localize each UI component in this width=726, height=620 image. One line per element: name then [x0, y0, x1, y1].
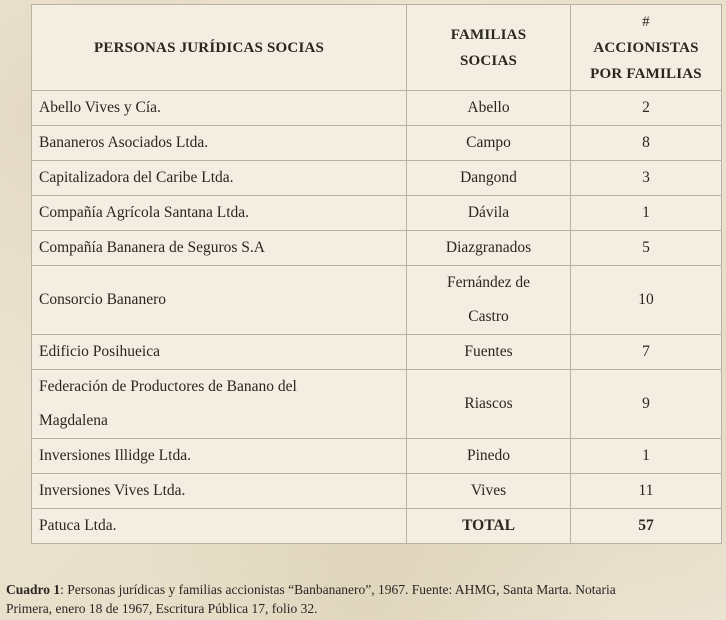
cell-familia: [407, 474, 571, 509]
cell-persona: [32, 509, 407, 544]
familia-line: Fuentes: [464, 343, 513, 360]
cell-count: 1: [571, 439, 722, 474]
cell-familia: [407, 91, 571, 126]
caption-text: : Personas jurídicas y familias accionistas “Banbananero”, 1967. Fuente: AHMG, Santa Marta. Notaria: [60, 582, 616, 597]
cell-persona: [32, 161, 407, 196]
table-row: [32, 439, 722, 474]
familia-line: Riascos: [464, 395, 513, 412]
cell-total-label: [407, 509, 571, 544]
cell-familia: [407, 126, 571, 161]
header-familias-line: SOCIAS: [459, 52, 518, 69]
table-row: [32, 266, 722, 335]
familia-line: Pinedo: [466, 447, 511, 464]
cell-count: 7: [571, 335, 722, 370]
accionistas-table: [31, 4, 722, 544]
cell-persona: [32, 196, 407, 231]
header-accionistas-line: #: [642, 13, 650, 30]
persona-line: Federación de Productores de Banano del: [39, 378, 297, 395]
cell-familia: [407, 370, 571, 439]
familia-line: Fernández de: [446, 274, 531, 291]
cell-familia: [407, 335, 571, 370]
persona-line: Inversiones Vives Ltda.: [39, 482, 186, 499]
table-caption: [6, 580, 720, 618]
table-row: [32, 474, 722, 509]
cell-count: 10: [571, 266, 722, 335]
cell-familia: [407, 439, 571, 474]
cell-persona: [32, 474, 407, 509]
cell-persona: [32, 231, 407, 266]
cell-count: 1: [571, 196, 722, 231]
table-row: [32, 231, 722, 266]
table-row: [32, 370, 722, 439]
cell-persona: [32, 335, 407, 370]
header-accionistas: [571, 5, 722, 91]
header-familias: [407, 5, 571, 91]
header-personas-label: PERSONAS JURÍDICAS SOCIAS: [94, 39, 325, 56]
cell-persona: [32, 266, 407, 335]
persona-line: Consorcio Bananero: [39, 291, 166, 308]
familia-line: TOTAL: [462, 517, 515, 534]
persona-line: Edificio Posihueica: [39, 343, 160, 360]
persona-line: Capitalizadora del Caribe Ltda.: [39, 169, 234, 186]
familia-line: Abello: [467, 99, 510, 116]
cell-count: 2: [571, 91, 722, 126]
persona-line: Magdalena: [39, 412, 108, 429]
table-row: [32, 126, 722, 161]
persona-line: Compañía Agrícola Santana Ltda.: [39, 204, 250, 221]
table-row: [32, 161, 722, 196]
cell-familia: [407, 266, 571, 335]
familia-line: Vives: [470, 482, 507, 499]
cell-count: 3: [571, 161, 722, 196]
caption-text-line2: Primera, enero 18 de 1967, Escritura Pública 17, folio 32.: [6, 601, 318, 616]
cell-persona: [32, 91, 407, 126]
cell-total-count: 57: [571, 509, 722, 544]
cell-count: 8: [571, 126, 722, 161]
familia-line: Campo: [466, 134, 511, 151]
persona-line: Compañía Bananera de Seguros S.A: [39, 239, 265, 256]
cell-count: 11: [571, 474, 722, 509]
table-header-row: [32, 5, 722, 91]
familia-line: Dangond: [460, 169, 517, 186]
table-row: [32, 196, 722, 231]
table-row: [32, 335, 722, 370]
table-row-total: [32, 509, 722, 544]
cell-familia: [407, 196, 571, 231]
cell-persona: [32, 126, 407, 161]
table-row: [32, 91, 722, 126]
persona-line: Abello Vives y Cía.: [39, 99, 161, 116]
cell-persona: [32, 370, 407, 439]
header-accionistas-line: ACCIONISTAS: [593, 39, 699, 56]
cell-count: 5: [571, 231, 722, 266]
caption-label: Cuadro 1: [6, 582, 61, 597]
cell-count: 9: [571, 370, 722, 439]
familia-line: Castro: [468, 308, 509, 325]
persona-line: Bananeros Asociados Ltda.: [39, 134, 209, 151]
persona-line: Patuca Ltda.: [39, 517, 117, 534]
header-personas: [32, 5, 407, 91]
header-accionistas-line: POR FAMILIAS: [590, 65, 702, 82]
cell-persona: [32, 439, 407, 474]
cell-familia: [407, 161, 571, 196]
persona-line: Inversiones Illidge Ltda.: [39, 447, 191, 464]
header-familias-line: FAMILIAS: [450, 26, 527, 43]
cell-familia: [407, 231, 571, 266]
familia-line: Dávila: [467, 204, 510, 221]
familia-line: Diazgranados: [445, 239, 532, 256]
